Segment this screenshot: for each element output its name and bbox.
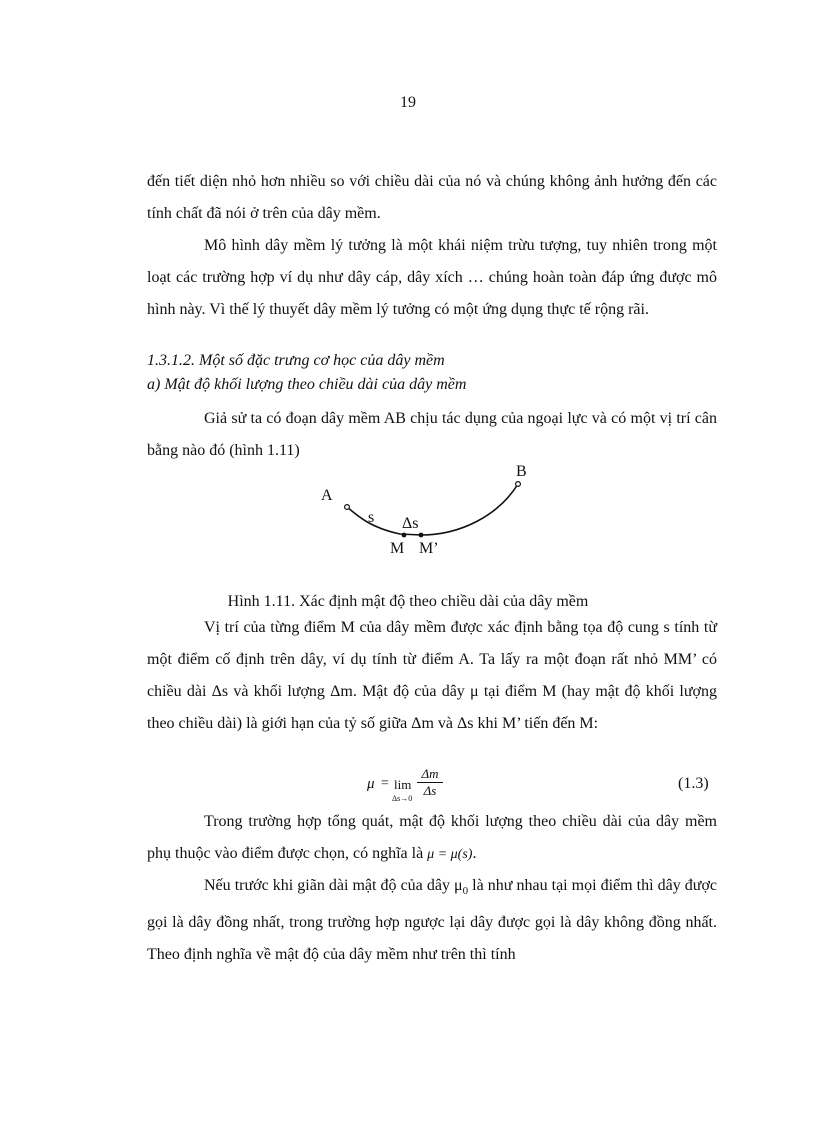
page-number: 19 [400, 94, 416, 111]
p6-subscript: 0 [462, 885, 469, 898]
label-b: B [516, 463, 527, 480]
label-s: s [368, 509, 375, 526]
figure-caption: Hình 1.11. Xác định mật độ theo chiều dài của dây mềm [227, 593, 589, 610]
equation-denominator: Δs [423, 783, 437, 798]
inline-equation-mu-s: μ = μ(s) [427, 847, 473, 862]
equation-numerator: Δm [417, 766, 443, 783]
paragraph-continuation: đến tiết diện nhỏ hơn nhiều so với chiều dài của nó và chúng không ảnh hưởng đến các tính chất đã nói ở trên của dây mềm. [147, 173, 717, 222]
equation-1-3 [367, 766, 467, 806]
p6-text-end: là như nhau tại mọi điểm thì dây được gọi là dây đồng nhất, trong trường hợp ngược lại dây được gọi là dây không đồng nhất. Theo định nghĩa về mật độ của dây mềm như trên thì tính [147, 877, 718, 964]
paragraph-general-case [147, 806, 717, 871]
paragraph-string-ab: Giả sử ta có đoạn dây mềm AB chịu tác dụng của ngoại lực và có một vị trí cân bằng nào đó (hình 1.11) [147, 410, 717, 459]
label-m-prime: M’ [419, 540, 439, 557]
label-m: M [390, 540, 405, 557]
paragraph-homogeneous-string [147, 870, 717, 971]
paragraph-density-definition: Vị trí của từng điểm M của dây mềm được xác định bằng tọa độ cung s tính từ một điểm cố định trên dây, ví dụ tính từ điểm A. Ta lấy ra một đoạn rất nhỏ MM’ có chiều dài Δs và khối lượng Δm. Mật độ của dây μ tại điểm M (hay mật độ khối lượng theo chiều dài) là giới hạn của tỷ số giữa Δm và Δs khi M’ tiến đến M: [147, 619, 717, 732]
subsection-heading: a) Mật độ khối lượng theo chiều dài của dây mềm [147, 376, 467, 393]
equation-equals: = [381, 776, 389, 791]
p6-text-start: Nếu trước khi giãn dài mật độ của dây μ [204, 877, 463, 894]
equation-mu: μ [367, 776, 375, 792]
label-delta-s: Δs [402, 515, 419, 532]
p5-end: . [472, 845, 477, 862]
p5-text: Trong trường hợp tổng quát, mật độ khối lượng theo chiều dài của dây mềm phụ thuộc vào điểm được chọn, có nghĩa là [147, 813, 717, 862]
figure-string-diagram [300, 458, 540, 568]
paragraph-ideal-string-model: Mô hình dây mềm lý tưởng là một khái niệm trừu tượng, tuy nhiên trong một loạt các trường hợp ví dụ như dây cáp, dây xích … chúng hoàn toàn đáp ứng được mô hình này. Vì thế lý thuyết dây mềm lý tưởng có một ứng dụng thực tế rộng rãi. [147, 237, 717, 318]
equation-number: (1.3) [678, 775, 709, 792]
point-m-marker [402, 533, 407, 538]
section-heading: 1.3.1.2. Một số đặc trưng cơ học của dây mềm [147, 352, 445, 369]
equation-lim: lim [394, 777, 412, 792]
equation-fraction [417, 766, 443, 799]
equation-limit-subscript: Δs→0 [392, 794, 413, 803]
point-b-marker [516, 482, 521, 487]
label-a: A [321, 487, 333, 504]
point-mp-marker [419, 533, 424, 538]
point-a-marker [345, 505, 350, 510]
